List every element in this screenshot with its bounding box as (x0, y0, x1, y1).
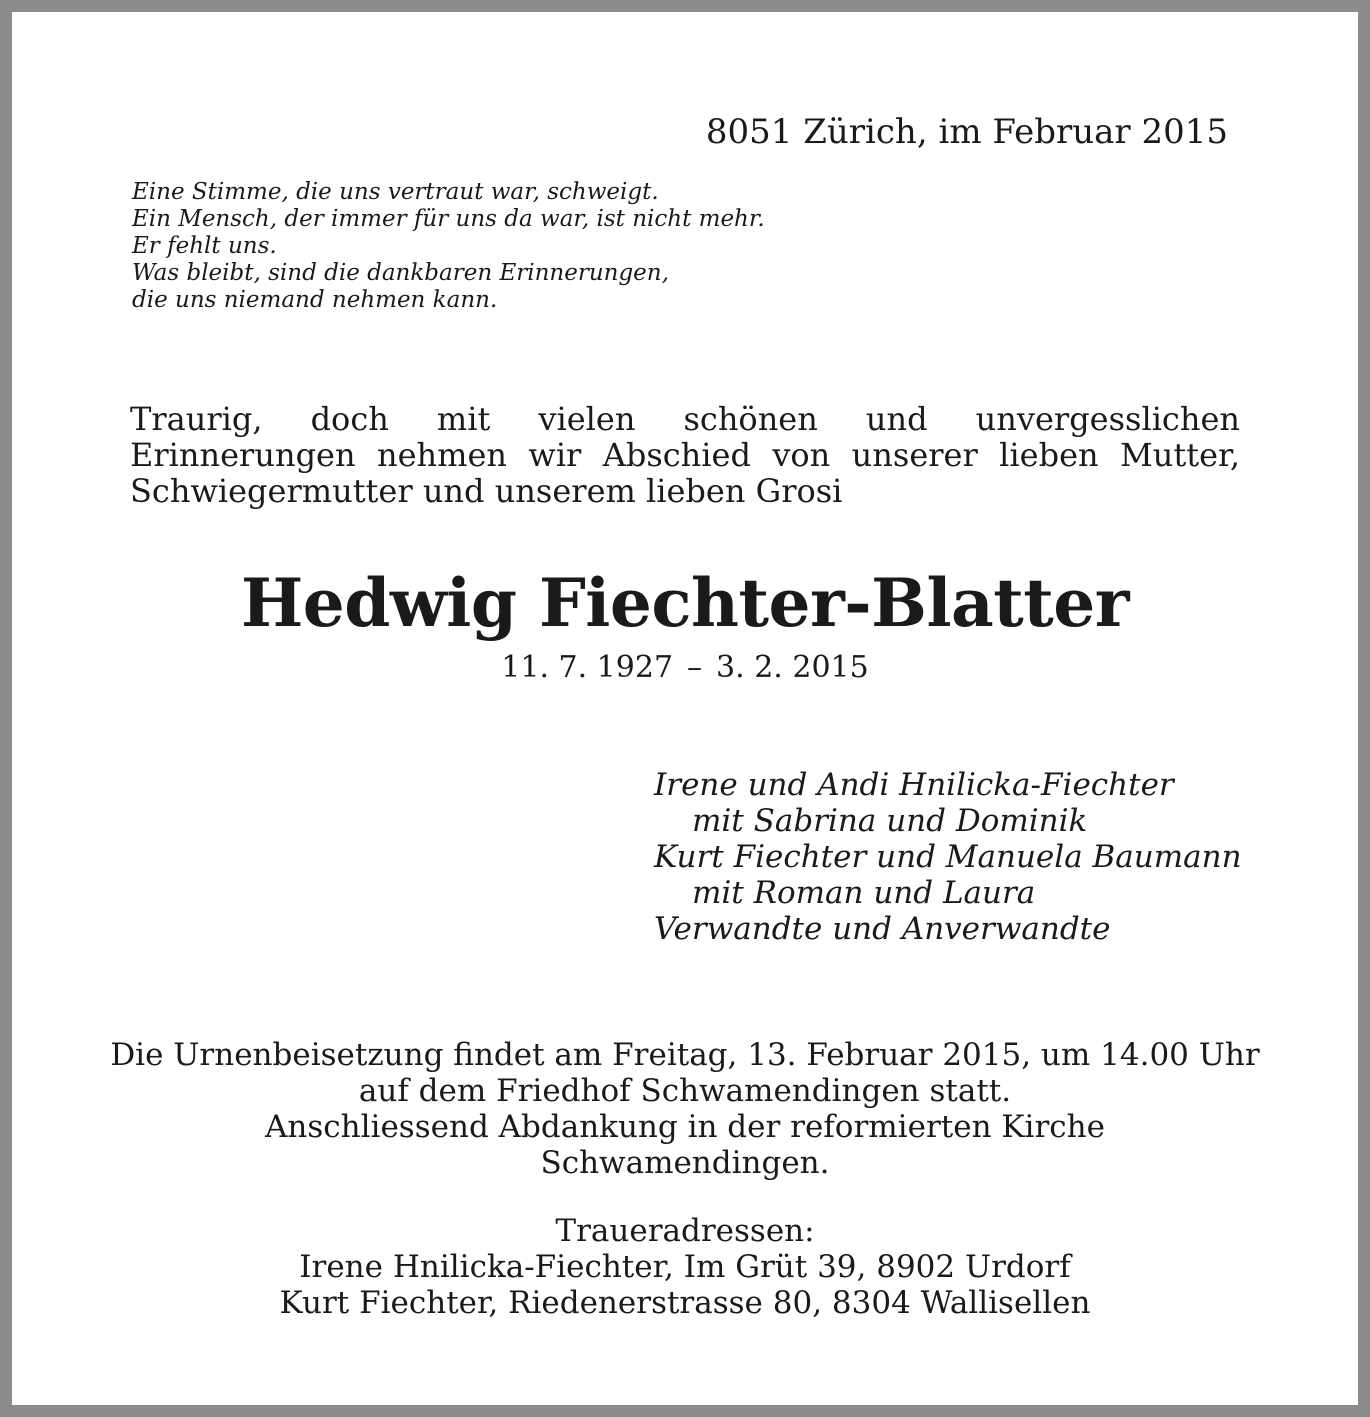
mourner-line: mit Sabrina und Dominik (692, 803, 1088, 839)
life-dates (12, 648, 1358, 688)
service-info (12, 1037, 1358, 1181)
mourner-line: Irene und Andi Hnilicka-Fiechter (654, 767, 1174, 803)
mourning-addresses (12, 1213, 1358, 1321)
poem-line: Was bleibt, sind die dankbaren Erinnerungen, (132, 260, 669, 286)
date-separator: – (687, 650, 703, 685)
obituary-notice (12, 12, 1358, 1405)
mourners-list (654, 767, 1242, 947)
service-line: Die Urnenbeisetzung findet am Freitag, 13. Februar 2015, um 14.00 Uhr (110, 1037, 1260, 1073)
intro-paragraph: Traurig, doch mit vielen schönen und unvergesslichen Erinnerungen nehmen wir Abschied von unserer lieben Mutter, Schwiegermutter und unserem lieben Grosi (130, 400, 1240, 510)
mourner-line: mit Roman und Laura (692, 875, 1036, 911)
service-line: auf dem Friedhof Schwamendingen statt. (358, 1073, 1012, 1109)
service-line: Anschliessend Abdankung in der reformierten Kirche (265, 1109, 1105, 1145)
poem-line: Er fehlt uns. (132, 233, 277, 259)
death-date: 3. 2. 2015 (716, 650, 869, 685)
addresses-heading: Traueradressen: (555, 1213, 815, 1249)
place-date: 8051 Zürich, im Februar 2015 (705, 112, 1228, 152)
poem-line: Ein Mensch, der immer für uns da war, ist nicht mehr. (132, 206, 765, 232)
address-line: Irene Hnilicka-Fiechter, Im Grüt 39, 8902 Urdorf (299, 1249, 1071, 1285)
service-line: Schwamendingen. (540, 1145, 830, 1181)
address-line: Kurt Fiechter, Riedenerstrasse 80, 8304 Wallisellen (279, 1285, 1091, 1321)
poem (132, 179, 765, 314)
poem-line: Eine Stimme, die uns vertraut war, schweigt. (132, 179, 659, 205)
mourner-line: Verwandte und Anverwandte (654, 911, 1111, 947)
deceased-name: Hedwig Fiechter-Blatter (240, 564, 1130, 642)
mourner-line: Kurt Fiechter und Manuela Baumann (654, 839, 1242, 875)
poem-line: die uns niemand nehmen kann. (132, 287, 498, 313)
birth-date: 11. 7. 1927 (501, 650, 674, 685)
